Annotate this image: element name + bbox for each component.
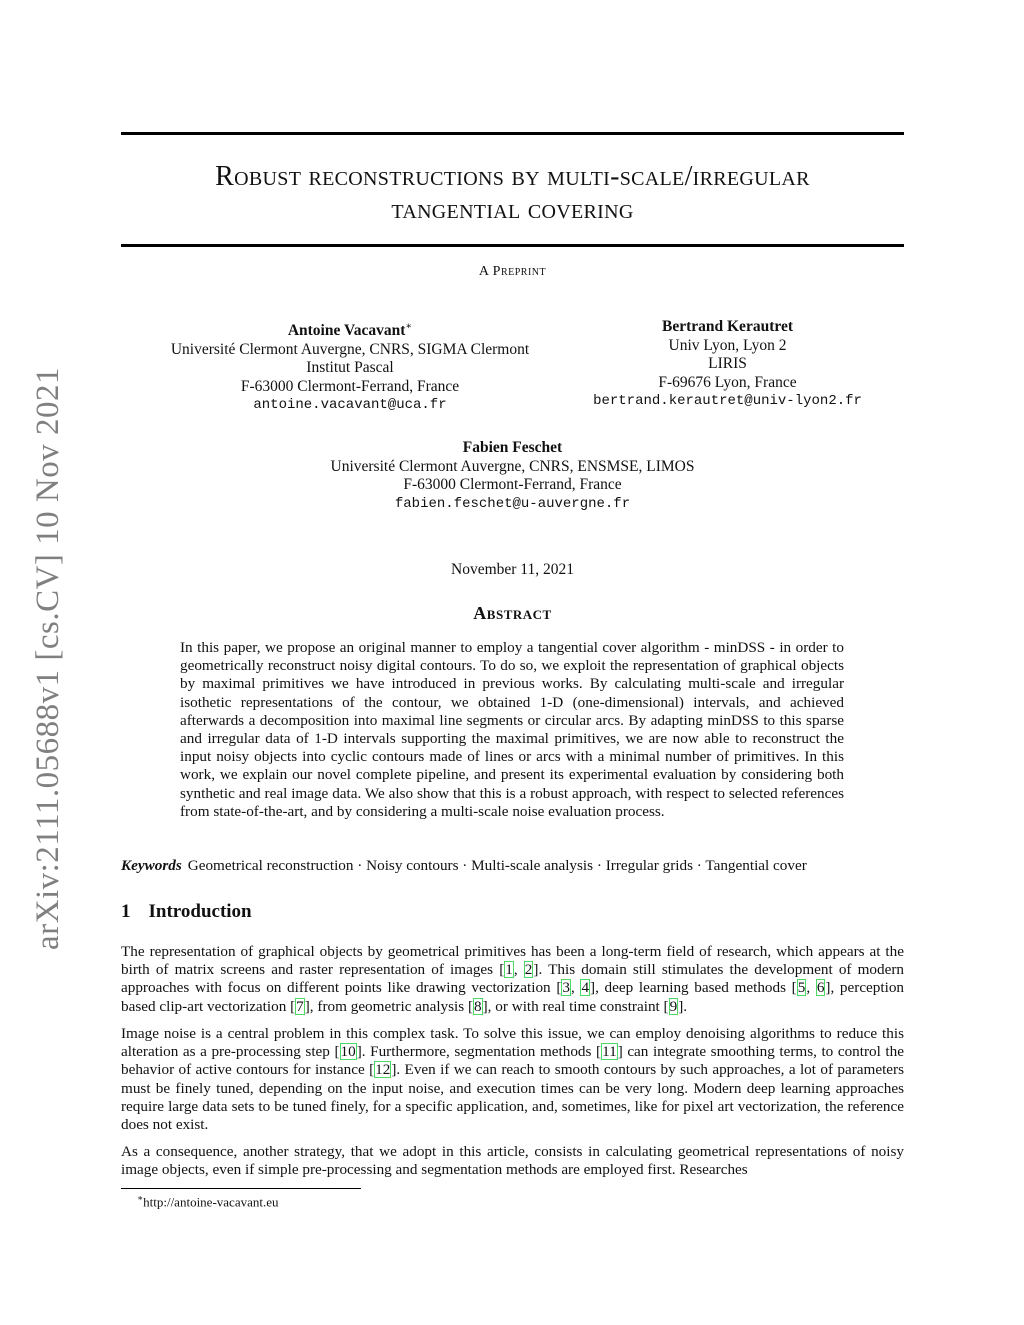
publication-date: November 11, 2021 [451, 561, 574, 578]
citation-link[interactable]: 2 [524, 961, 533, 979]
preprint-label: A Preprint [478, 264, 547, 279]
author-affiliation: F-69676 Lyon, France [658, 373, 797, 391]
author-block-1 [150, 318, 550, 415]
citation-link[interactable]: 8 [474, 997, 482, 1015]
title-line-2: tangential covering [391, 194, 634, 225]
footnote-marker: ∗ [405, 321, 413, 332]
author-email[interactable]: antoine.vacavant@uca.fr [253, 397, 447, 414]
footnote-url[interactable]: http://antoine-vacavant.eu [143, 1194, 279, 1210]
citation-link[interactable]: 5 [797, 979, 806, 997]
author-affiliation: Institut Pascal [306, 359, 394, 377]
author-affiliation: F-63000 Clermont-Ferrand, France [240, 377, 460, 395]
author-name: Bertrand Kerautret [662, 318, 793, 335]
section-title: Introduction [148, 901, 252, 922]
citation-link[interactable]: 11 [602, 1043, 617, 1061]
keywords-line [121, 857, 904, 875]
citation-link[interactable]: 4 [581, 979, 590, 997]
citation-link[interactable]: 10 [340, 1043, 356, 1061]
citation-link[interactable]: 3 [562, 979, 570, 997]
section-number: 1 [121, 901, 131, 922]
intro-paragraph-1: The representation of graphical objects by geometrical primitives has been a long-term field of research, which appears at the birth of matrix screens and raster representation of images [1, 2]. This domain still stimulates the development of modern approaches with focus on different points like drawing vectorization [3, 4], deep learning based methods [5, 6], perception based clip-art vectorization [7], from geometric analysis [8], or with real time constraint [9]. [121, 943, 905, 1015]
keywords-label: Keywords [121, 857, 182, 874]
author-email[interactable]: bertrand.kerautret@univ-lyon2.fr [593, 393, 862, 409]
title-top-rule [121, 132, 904, 135]
author-name: Antoine Vacavant [287, 322, 406, 340]
footnote-rule [121, 1188, 361, 1189]
section-heading [121, 901, 252, 923]
intro-paragraph-2: Image noise is a central problem in this complex task. To solve this issue, we can employ denoising algorithms to reduce this alteration as a pre-processing step [10]. Furthermore, segmentation methods [11] can integrate smoothing terms, to control the behavior of active contours for instance [12]. Even if we can reach to smooth contours by such approaches, a lot of parameters must be finely tuned, depending on the input noise, and execution times can be very long. Modern deep learning approaches require large data sets to be tuned finely, for a specific application, and, sometimes, like for pixel art vectorization, the reference does not exist. [121, 1025, 904, 1134]
title-line-1: Robust reconstructions by multi-scale/irregular [215, 161, 810, 192]
citation-link[interactable]: 7 [296, 997, 304, 1015]
citation-link[interactable]: 9 [669, 997, 678, 1015]
citation-link[interactable]: 1 [505, 961, 513, 979]
abstract-body: In this paper, we propose an original manner to employ a tangential cover algorithm - minDSS - in order to geometrically reconstruct noisy digital contours. To do so, we exploit the representation of graphical objects by maximal primitives we have introduced in previous works. By calculating multi-scale and irregular isothetic representations of the contour, we obtained 1-D (one-dimensional) intervals, and achieved afterwards a decomposition into maximal line segments or circular arcs. By adapting minDSS to this sparse and irregular data of 1-D intervals supporting the maximal primitives, we are now able to reconstruct the input noisy objects into cyclic contours made of lines or arcs with a minimal number of primitives. In this work, we explain our novel complete pipeline, and present its experimental evaluation by considering both synthetic and real image data. We also show that this is a robust approach, with respect to selected references from state-of-the-art, and by considering a multi-scale noise evaluation process. [180, 639, 844, 820]
author-block-2 [560, 318, 895, 411]
author-name: Fabien Feschet [462, 439, 563, 456]
arxiv-identifier-stamp: arXiv:2111.05688v1 [cs.CV] 10 Nov 2021 [30, 367, 66, 950]
author-block-3 [121, 439, 904, 513]
author-affiliation: Univ Lyon, Lyon 2 [668, 336, 787, 354]
keywords-list: Geometrical reconstruction · Noisy contours · Multi-scale analysis · Irregular grids · Tangential cover [187, 857, 807, 874]
author-affiliation: LIRIS [708, 355, 747, 372]
intro-paragraph-3: As a consequence, another strategy, that we adopt in this article, consists in calculating geometrical representations of noisy image objects, even if simple pre-processing and segmentation methods are employed first. Researches [121, 1143, 904, 1179]
citation-link[interactable]: 6 [816, 979, 825, 997]
author-affiliation: Université Clermont Auvergne, CNRS, SIGMA Clermont [170, 340, 530, 358]
paper-title [121, 160, 904, 226]
footnote-marker: ∗ [137, 1193, 144, 1203]
footnote [137, 1193, 279, 1210]
author-affiliation: Université Clermont Auvergne, CNRS, ENSMSE, LIMOS [330, 457, 695, 475]
abstract-heading: Abstract [473, 603, 552, 623]
title-bottom-rule [121, 244, 904, 247]
author-email[interactable]: fabien.feschet@u-auvergne.fr [394, 495, 631, 512]
citation-link[interactable]: 12 [375, 1061, 391, 1079]
author-affiliation: F-63000 Clermont-Ferrand, France [403, 476, 622, 493]
